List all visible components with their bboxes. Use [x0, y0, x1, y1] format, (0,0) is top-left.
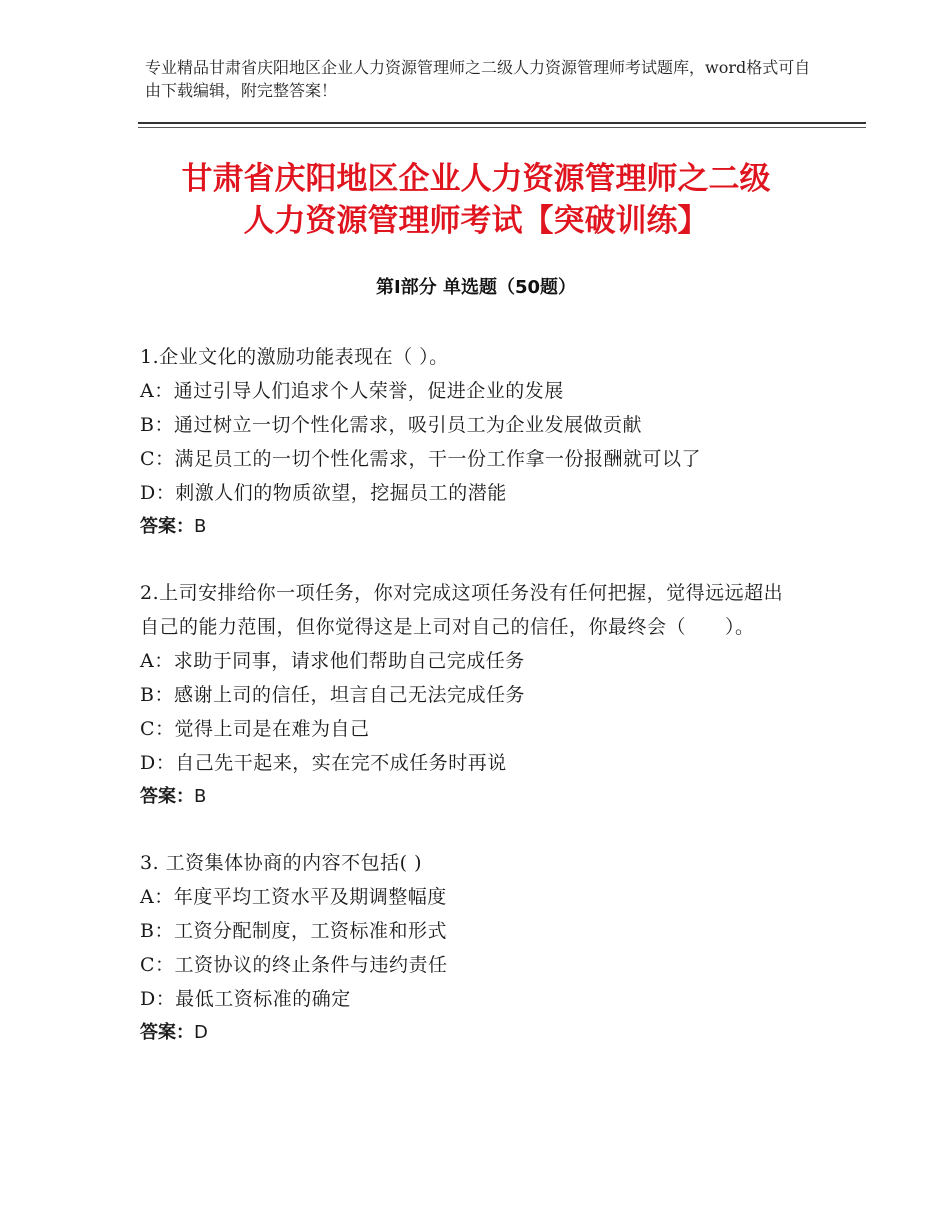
option-b: B：通过树立一切个性化需求，吸引员工为企业发展做贡献	[140, 414, 642, 436]
question-stem: 3. 工资集体协商的内容不包括( )	[140, 852, 423, 874]
question-3	[140, 846, 800, 1050]
answer-label: 答案：	[140, 786, 194, 807]
option-c: C：工资协议的终止条件与违约责任	[140, 954, 448, 976]
header-rule-thick	[138, 122, 866, 124]
option-d: D：最低工资标准的确定	[140, 988, 351, 1010]
option-d: D：自己先干起来，实在完不成任务时再说	[140, 752, 507, 774]
option-a: A：通过引导人们追求个人荣誉，促进企业的发展	[140, 380, 564, 402]
answer-label: 答案：	[140, 516, 194, 537]
option-c: C：满足员工的一切个性化需求，干一份工作拿一份报酬就可以了	[140, 448, 702, 470]
option-c: C：觉得上司是在难为自己	[140, 718, 370, 740]
answer-value: B	[194, 786, 207, 807]
option-b: B：工资分配制度，工资标准和形式	[140, 920, 447, 942]
question-stem: 1.企业文化的激励功能表现在（ ）。	[140, 346, 449, 368]
answer-line	[140, 1016, 800, 1050]
option-d: D：刺激人们的物质欲望，挖掘员工的潜能	[140, 482, 507, 504]
document-title-line-1: 甘肃省庆阳地区企业人力资源管理师之二级	[181, 161, 771, 197]
question-stem: 2.上司安排给你一项任务，你对完成这项任务没有任何把握，觉得远远超出自己的能力范围，但你觉得这是上司对自己的信任，你最终会（ ）。	[140, 582, 784, 638]
section-title: 第Ⅰ部分 单选题（50题）	[375, 277, 576, 298]
option-b: B：感谢上司的信任，坦言自己无法完成任务	[140, 684, 525, 706]
question-2	[140, 576, 800, 814]
option-a: A：求助于同事，请求他们帮助自己完成任务	[140, 650, 525, 672]
question-list	[140, 340, 800, 1082]
header-rule-thin	[138, 127, 866, 128]
header-note: 专业精品甘肃省庆阳地区企业人力资源管理师之二级人力资源管理师考试题库，word格式可自由下载编辑，附完整答案！	[145, 58, 811, 100]
answer-value: D	[194, 1022, 208, 1043]
document-title	[138, 158, 814, 242]
answer-line	[140, 780, 800, 814]
answer-line	[140, 510, 800, 544]
question-1	[140, 340, 800, 544]
document-title-line-2: 人力资源管理师考试【突破训练】	[243, 203, 709, 239]
option-a: A：年度平均工资水平及期调整幅度	[140, 886, 447, 908]
answer-label: 答案：	[140, 1022, 194, 1043]
answer-value: B	[194, 516, 207, 537]
